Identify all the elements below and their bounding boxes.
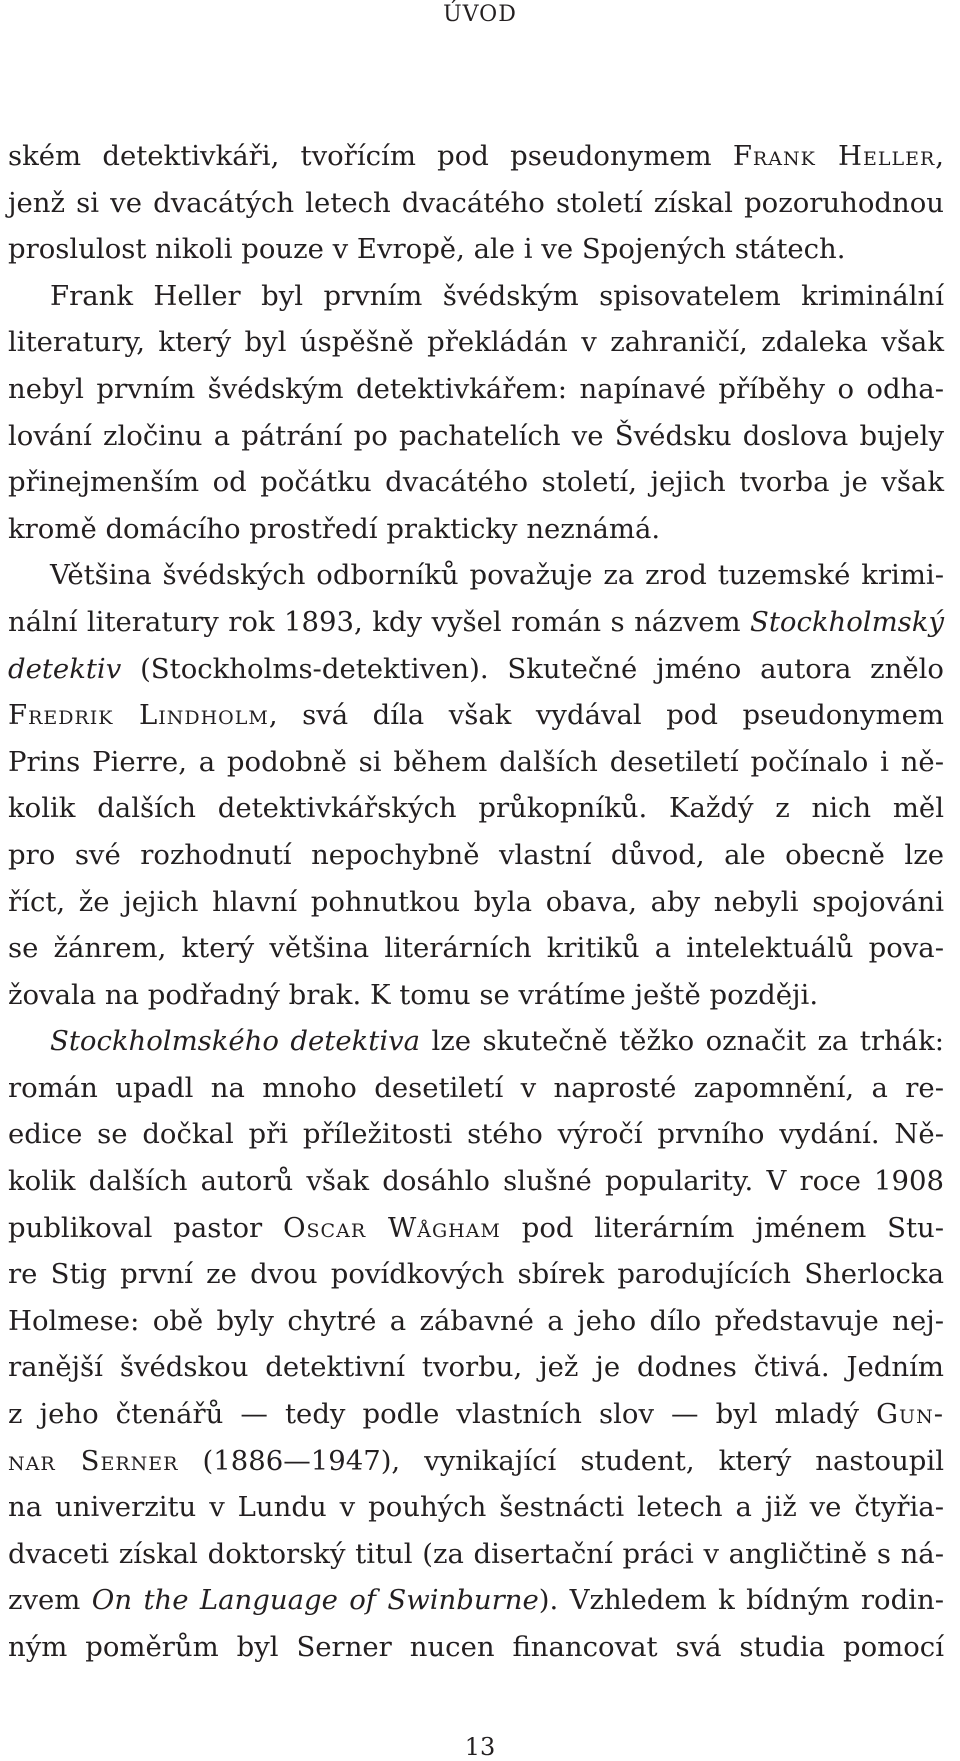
italic-title: Stockholmský [750,605,944,638]
text-line [8,972,944,1019]
text-line [8,1484,944,1531]
page-number: 13 [464,1733,496,1761]
text-segment: na univerzitu v Lundu v pouhých šestnácti letech a již ve čtyřia- [8,1491,944,1524]
text-line [8,273,944,320]
text-line [8,1065,944,1112]
text-segment: jenž si ve dvacátých letech dvacátého století získal pozoruhodnou [8,186,944,219]
text-line [8,832,944,879]
text-segment: Holmese: obě byly chytré a zábavné a jeho dílo představuje nej- [8,1304,944,1337]
text-line [8,459,944,506]
text-line [8,879,944,926]
person-name: nar Serner [8,1444,179,1477]
text-segment: říct, že jejich hlavní pohnutkou byla obava, aby nebyli spojováni [8,885,944,918]
text-segment: re Stig první ze dvou povídkových sbírek parodujících Sherlocka [8,1258,944,1291]
text-line [8,739,944,786]
text-line [8,366,944,413]
text-segment: publikoval pastor [8,1211,283,1244]
running-header: ÚVOD [443,2,517,27]
text-line [8,506,944,553]
italic-title: On the Language of Swinburne [91,1584,539,1617]
text-segment: nální literatury rok 1893, kdy vyšel román s názvem [8,605,751,638]
text-segment: (Stockholms-detektiven). Skutečné jméno autora znělo [121,652,944,685]
text-line [8,1111,944,1158]
text-segment: ranější švédskou detektivní tvorbu, jež je dodnes čtivá. Jedním [8,1351,944,1384]
text-line [8,646,944,693]
text-line [8,785,944,832]
text-segment: se žánrem, který většina literárních kritiků a intelektuálů pova- [8,932,944,965]
text-segment: proslulost nikoli pouze v Evropě, ale i ve Spojených státech. [8,233,846,266]
text-line [8,925,944,972]
text-segment: dvaceti získal doktorský titul (za disertační práci v angličtině s ná- [8,1537,944,1570]
text-segment: pod literárním jménem Stu- [500,1211,944,1244]
text-line [8,552,944,599]
text-line [8,1391,944,1438]
text-line [8,1205,944,1252]
text-line [8,599,944,646]
text-line [8,1018,944,1065]
person-name: Frank Heller [732,140,936,172]
text-line [8,1624,944,1671]
text-line [8,1158,944,1205]
text-segment: Frank Heller byl prvním švédským spisovatelem kriminální [50,279,944,312]
text-line [8,133,944,180]
text-segment: ným poměrům byl Serner nucen financovat svá studia pomocí [8,1631,944,1663]
italic-title: Stockholmského detektiva [50,1025,421,1058]
text-segment: nebyl prvním švédským detektivkářem: napínavé příběhy o odha- [8,372,944,405]
text-segment: ). Vzhledem k bídným rodin- [538,1584,944,1617]
text-segment: kolik dalších detektivkářských průkopníků. Každý z nich měl [8,792,944,825]
text-segment: , svá díla však vydával pod pseudonymem [268,699,944,732]
text-line [8,1298,944,1345]
text-line [8,1251,944,1298]
body-text [8,133,944,1671]
text-segment: kolik dalších autorů však dosáhlo slušné popularity. V roce 1908 [8,1165,944,1198]
text-segment: lování zločinu a pátrání po pachatelích ve Švédsku doslova bujely [8,419,944,452]
text-segment: zvem [8,1584,92,1617]
text-line [8,1531,944,1578]
text-line [8,692,944,739]
text-segment: přinejmenším od počátku dvacátého století, jejich tvorba je však [8,466,944,499]
text-segment: Většina švédských odborníků považuje za zrod tuzemské krimi- [50,559,944,592]
text-line [8,1344,944,1391]
text-segment: žovala na podřadný brak. K tomu se vrátíme ještě později. [8,978,819,1011]
text-segment: literatury, který byl úspěšně překládán v zahraničí, zdaleka však [8,326,944,359]
text-line [8,226,944,273]
person-name: Fredrik Lindholm [8,699,269,732]
text-segment: román upadl na mnoho desetiletí v naprosté zapomnění, a re- [8,1071,944,1104]
text-line [8,180,944,227]
text-line [8,1577,944,1624]
italic-title: detektiv [8,652,122,685]
person-name: Gun- [876,1398,944,1431]
text-segment: lze skutečně těžko označit za trhák: [420,1025,944,1058]
text-segment: (1886—1947), vynikající student, který nastoupil [178,1444,944,1477]
text-line [8,319,944,366]
text-segment: kromě domácího prostředí prakticky neznámá. [8,512,661,545]
person-name: Oscar Wågham [283,1211,501,1244]
text-line [8,413,944,460]
text-segment: ském detektivkáři, tvořícím pod pseudonymem [8,140,733,172]
text-segment: pro své rozhodnutí nepochybně vlastní důvod, ale obecně lze [8,838,944,871]
text-segment: z jeho čtenářů — tedy podle vlastních slov — byl mladý [8,1398,877,1431]
text-segment: edice se dočkal při příležitosti stého výročí prvního vydání. Ně- [8,1118,944,1151]
text-segment: Prins Pierre, a podobně si během dalších desetiletí počínalo i ně- [8,745,944,778]
text-segment: , [935,140,944,172]
text-line [8,1438,944,1485]
